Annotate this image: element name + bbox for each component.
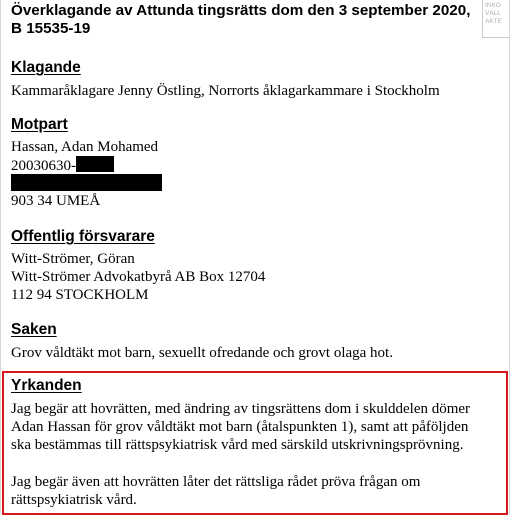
stamp-line: AKTE <box>485 18 502 25</box>
yrkanden-p1-line: Jag begär att hovrätten, med ändring av tingsrättens dom i skulddelen dömer <box>11 401 471 417</box>
heading-forsvarare: Offentlig försvarare <box>11 228 155 245</box>
forsvarare-firm: Witt-Strömer Advokatbyrå AB Box 12704 <box>11 269 266 285</box>
page-border-left <box>0 0 1 514</box>
redaction-block <box>76 156 114 172</box>
forsvarare-postal: 112 94 STOCKHOLM <box>11 287 149 303</box>
document-title <box>11 2 503 38</box>
yrkanden-p1-line: ska bestämmas till rättspsykiatrisk vård med särskild utskrivningsprövning. <box>11 437 464 453</box>
yrkanden-p1-line: Adan Hassan för grov våldtäkt mot barn (åtalspunkten 1), samt att påföljden <box>11 419 469 435</box>
redaction-block <box>11 174 162 191</box>
received-stamp <box>482 0 509 38</box>
heading-yrkanden: Yrkanden <box>11 377 82 394</box>
yrkanden-p2-line: rättspsykiatrisk vård. <box>11 492 137 508</box>
motpart-address-redacted <box>11 174 162 194</box>
personnummer-prefix: 20030630- <box>11 158 76 174</box>
stamp-line: VÄLL <box>485 10 501 17</box>
forsvarare-name: Witt-Strömer, Göran <box>11 251 135 267</box>
heading-motpart: Motpart <box>11 116 68 133</box>
heading-saken: Saken <box>11 321 57 338</box>
document-title-line-1: Överklagande av Attunda tingsrätts dom den 3 september 2020, <box>11 2 471 19</box>
document-title-line-2: B 15535-19 <box>11 20 91 37</box>
heading-klagande: Klagande <box>11 59 81 76</box>
motpart-postal: 903 34 UMEÅ <box>11 193 101 209</box>
stamp-line: INKO <box>485 2 501 9</box>
motpart-name: Hassan, Adan Mohamed <box>11 139 159 155</box>
saken-text: Grov våldtäkt mot barn, sexuellt ofredande och grovt olaga hot. <box>11 345 393 361</box>
yrkanden-p2-line: Jag begär även att hovrätten låter det rättsliga rådet pröva frågan om <box>11 474 421 490</box>
klagande-text: Kammaråklagare Jenny Östling, Norrorts åklagarkammare i Stockholm <box>11 83 440 99</box>
motpart-personnummer <box>11 156 114 175</box>
